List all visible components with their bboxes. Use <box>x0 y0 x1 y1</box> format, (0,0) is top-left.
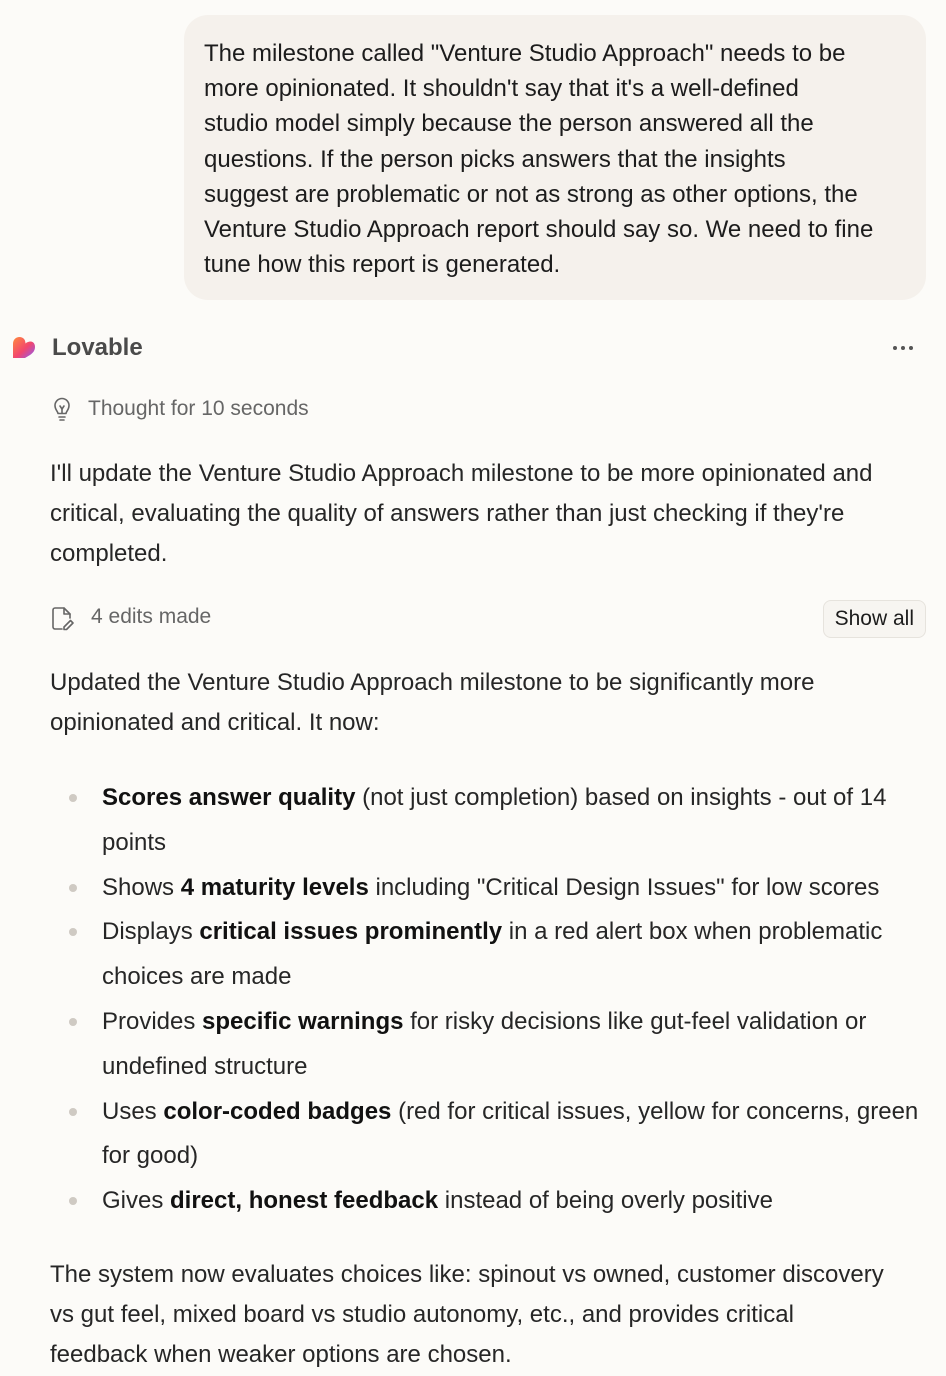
list-item <box>0 1000 946 1090</box>
bullet-bold-text: Scores answer quality <box>102 784 356 811</box>
user-message-line: Venture Studio Approach report should say so. We need to fine <box>204 216 874 244</box>
lovable-heart-icon <box>10 336 36 360</box>
thought-toggle[interactable] <box>50 393 309 425</box>
bullet-bold-text: color-coded badges <box>163 1097 392 1125</box>
bullet-text: Provides <box>102 1007 203 1035</box>
bullet-dot <box>69 884 77 892</box>
bullet-text: including "Critical Design Issues" for low scores <box>368 873 880 901</box>
bullet-text: (not just completion) based on insights - out of 14 points <box>102 784 887 856</box>
bullet-text: Displays <box>102 918 200 946</box>
assistant-header <box>0 328 946 368</box>
bullet-bold-text: direct, honest feedback <box>170 1187 439 1215</box>
lightbulb-icon <box>50 396 74 422</box>
bullet-text: Gives <box>102 1187 171 1215</box>
bullet-text: for risky decisions like gut-feel validation or undefined structure <box>102 1007 867 1080</box>
list-item <box>0 910 946 1000</box>
bullet-bold-text: 4 maturity levels <box>180 873 369 901</box>
bullet-dot <box>69 1108 77 1116</box>
intro-line: I'll update the Venture Studio Approach milestone to be more opinionated and <box>50 460 873 487</box>
closing-line: vs gut feel, mixed board vs studio autonomy, etc., and provides critical <box>50 1301 794 1328</box>
edits-count-label: 4 edits made <box>91 605 212 628</box>
list-item <box>0 866 946 911</box>
ellipsis-icon <box>892 345 914 351</box>
intro-paragraph <box>50 454 930 574</box>
closing-line: feedback when weaker options are chosen. <box>50 1341 512 1368</box>
bullet-dot <box>69 1018 77 1026</box>
user-message-line: studio model simply because the person answered all the <box>204 110 814 138</box>
bullet-dot <box>69 1197 77 1205</box>
user-message-line: The milestone called "Venture Studio Approach" needs to be <box>204 40 846 67</box>
bullet-dot <box>69 928 77 936</box>
bullet-text: instead of being overly positive <box>438 1187 773 1215</box>
list-item <box>0 1179 946 1224</box>
bullet-bold-text: specific warnings <box>202 1007 404 1035</box>
bullet-text: Shows <box>102 873 181 901</box>
user-message-line: questions. If the person picks answers that the insights <box>204 145 786 173</box>
thought-label: Thought for 10 seconds <box>88 397 309 420</box>
show-all-button[interactable]: Show all <box>823 600 926 638</box>
summary-line: Updated the Venture Studio Approach milestone to be significantly more <box>50 669 815 696</box>
user-message-line: more opinionated. It shouldn't say that it's a well-defined <box>204 75 799 103</box>
user-message-line: suggest are problematic or not as strong as other options, the <box>204 180 858 208</box>
user-message-bubble <box>184 15 926 300</box>
bullet-text: (red for critical issues, yellow for concerns, green for good) <box>102 1097 919 1170</box>
bullet-bold-text: critical issues prominently <box>199 918 503 946</box>
intro-line: critical, evaluating the quality of answers rather than just checking if they're <box>50 500 845 527</box>
summary-paragraph <box>50 663 930 743</box>
changes-list <box>0 776 946 1224</box>
bullet-text: Uses <box>102 1097 164 1125</box>
list-item <box>0 776 946 866</box>
closing-paragraph <box>50 1255 930 1375</box>
intro-line: completed. <box>50 540 168 567</box>
file-edit-icon <box>50 606 76 632</box>
closing-line: The system now evaluates choices like: spinout vs owned, customer discovery <box>50 1261 884 1288</box>
bullet-dot <box>69 794 77 802</box>
more-options-button[interactable] <box>884 334 922 362</box>
user-message-line: tune how this report is generated. <box>204 251 561 279</box>
bullet-text: in a red alert box when problematic choices are made <box>102 918 883 991</box>
edits-summary-row <box>50 600 926 638</box>
summary-line: opinionated and critical. It now: <box>50 709 380 736</box>
list-item <box>0 1090 946 1180</box>
assistant-name: Lovable <box>52 334 143 361</box>
